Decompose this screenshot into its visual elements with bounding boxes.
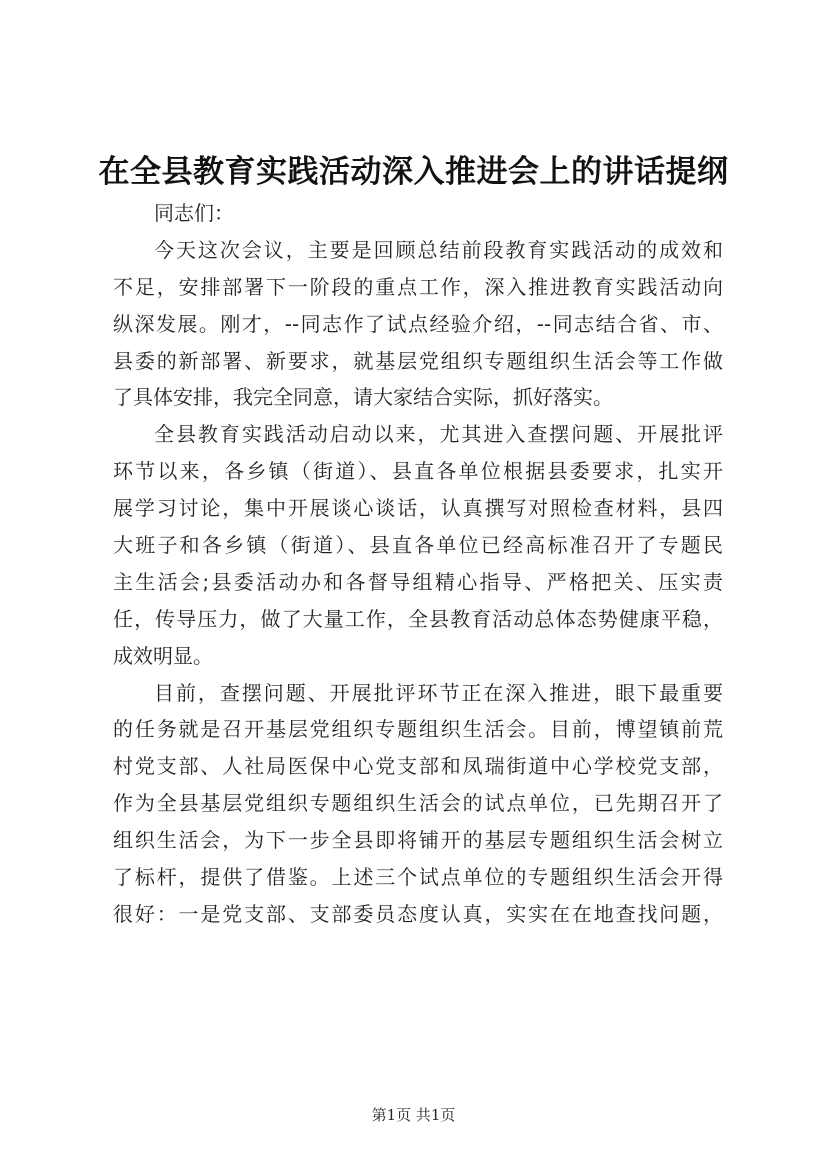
paragraph-line: 组织生活会，为下一步全县即将铺开的基层专题组织生活会树立 — [113, 828, 723, 853]
paragraph-line: 主生活会;县委活动办和各督导组精心指导、严格把关、压实责 — [113, 569, 723, 594]
paragraph-line: 了具体安排，我完全同意，请大家结合实际，抓好落实。 — [113, 385, 613, 410]
paragraph-line: 作为全县基层党组织专题组织生活会的试点单位，已先期召开了 — [113, 791, 723, 816]
paragraph-line: 的任务就是召开基层党组织专题组织生活会。目前，博望镇前荒 — [113, 717, 723, 742]
paragraph-line: 今天这次会议，主要是回顾总结前段教育实践活动的成效和 — [154, 237, 723, 262]
paragraph-line: 环节以来，各乡镇（街道）、县直各单位根据县委要求，扎实开 — [113, 459, 723, 484]
paragraph-line: 很好：一是党支部、支部委员态度认真，实实在在地查找问题， — [113, 901, 723, 926]
page-number-footer: 第1页 共1页 — [371, 1106, 456, 1124]
paragraph-line: 大班子和各乡镇（街道）、县直各单位已经高标准召开了专题民 — [113, 533, 723, 558]
paragraph-line: 展学习讨论，集中开展谈心谈话，认真撰写对照检查材料，县四 — [113, 496, 723, 521]
paragraph-line: 任，传导压力，做了大量工作，全县教育活动总体态势健康平稳， — [113, 606, 723, 631]
document-title: 在全县教育实践活动深入推进会上的讲话提纲 — [98, 154, 729, 190]
paragraph-line: 了标杆，提供了借鉴。上述三个试点单位的专题组织生活会开得 — [113, 865, 723, 890]
paragraph-line: 目前，查摆问题、开展批评环节正在深入推进，眼下最重要 — [154, 680, 723, 705]
document-body — [113, 195, 723, 933]
paragraph-line: 不足，安排部署下一阶段的重点工作，深入推进教育实践活动向 — [113, 274, 723, 299]
paragraph-line: 村党支部、人社局医保中心党支部和凤瑞街道中心学校党支部， — [113, 754, 723, 779]
paragraph-line: 全县教育实践活动启动以来，尤其进入查摆问题、开展批评 — [154, 422, 723, 447]
salutation-line: 同志们： — [154, 201, 234, 225]
paragraph-line: 成效明显。 — [113, 643, 213, 668]
paragraph-line: 纵深发展。刚才，--同志作了试点经验介绍，--同志结合省、市、 — [113, 311, 723, 336]
paragraph-line: 县委的新部署、新要求，就基层党组织专题组织生活会等工作做 — [113, 348, 723, 373]
